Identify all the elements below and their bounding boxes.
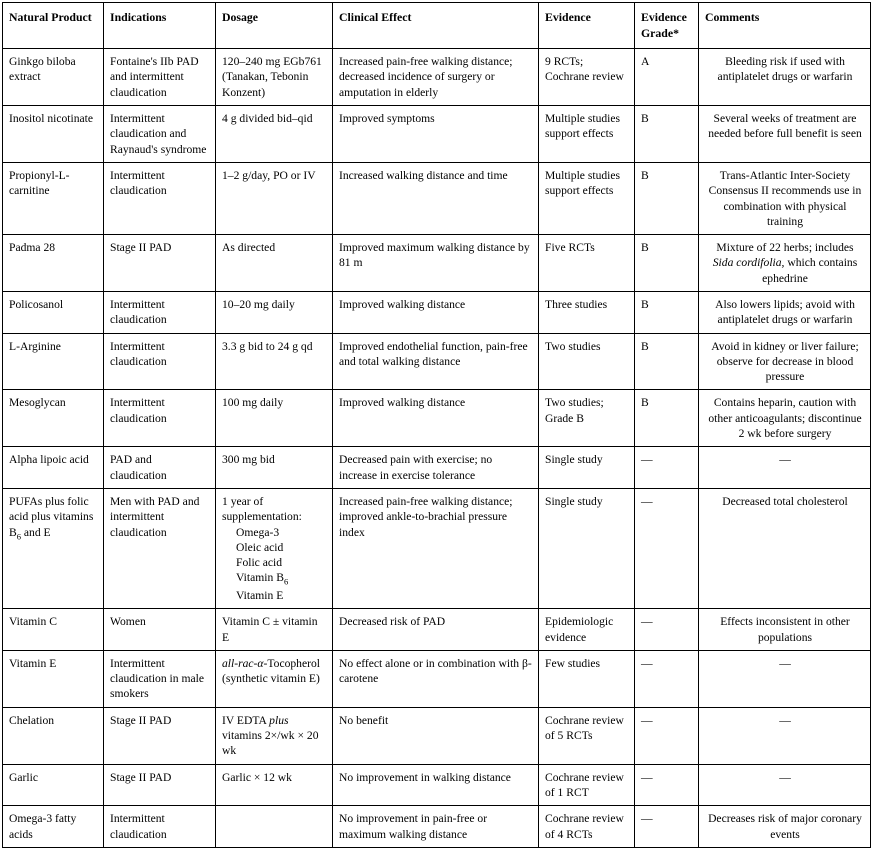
- cell-evidence: Cochrane review of 4 RCTs: [539, 806, 635, 848]
- cell-comments: Decreased total cholesterol: [699, 488, 871, 608]
- table-header-row: [3, 3, 871, 49]
- cell-dosage: 10–20 mg daily: [216, 291, 333, 333]
- cell-comments: —: [699, 447, 871, 489]
- cell-indications: Stage II PAD: [104, 707, 216, 764]
- natural-products-table: [2, 2, 871, 848]
- cell-dosage-line: Vitamin E: [236, 588, 284, 602]
- column-header-evidence: Evidence: [539, 3, 635, 49]
- cell-dosage: 100 mg daily: [216, 390, 333, 447]
- cell-evidence-grade: —: [635, 806, 699, 848]
- table-row: [3, 707, 871, 764]
- table-row: [3, 488, 871, 608]
- cell-natural-product: Omega-3 fatty acids: [3, 806, 104, 848]
- table-header: [3, 3, 871, 49]
- cell-indications: Stage II PAD: [104, 764, 216, 806]
- cell-natural-product: Vitamin E: [3, 650, 104, 707]
- cell-dosage: 4 g divided bid–qid: [216, 106, 333, 163]
- cell-evidence-grade: B: [635, 390, 699, 447]
- table-row: [3, 49, 871, 106]
- cell-comments: —: [699, 650, 871, 707]
- cell-indications: Intermittent claudication: [104, 162, 216, 234]
- cell-dosage-line: Folic acid: [236, 556, 283, 570]
- column-header-comments: Comments: [699, 3, 871, 49]
- cell-evidence-grade: —: [635, 650, 699, 707]
- cell-clinical-effect: Increased pain-free walking distance; decreased incidence of surgery or amputation in elderly: [333, 49, 539, 106]
- table-row: [3, 764, 871, 806]
- cell-natural-product: Propionyl-L-carnitine: [3, 162, 104, 234]
- cell-clinical-effect: Improved walking distance: [333, 291, 539, 333]
- cell-evidence: 9 RCTs; Cochrane review: [539, 49, 635, 106]
- cell-evidence-grade: B: [635, 162, 699, 234]
- cell-evidence-grade: —: [635, 488, 699, 608]
- cell-natural-product: Alpha lipoic acid: [3, 447, 104, 489]
- cell-clinical-effect: Improved maximum walking distance by 81 m: [333, 235, 539, 292]
- cell-dosage: 1–2 g/day, PO or IV: [216, 162, 333, 234]
- column-header-indications: Indications: [104, 3, 216, 49]
- cell-evidence: Multiple studies support effects: [539, 162, 635, 234]
- cell-natural-product: PUFAs plus folic acid plus vitamins $B_6$ and E: [3, 488, 104, 608]
- cell-indications: Intermittent claudication: [104, 333, 216, 390]
- cell-evidence-grade: A: [635, 49, 699, 106]
- cell-evidence: Two studies; Grade B: [539, 390, 635, 447]
- cell-dosage: As directed: [216, 235, 333, 292]
- cell-evidence: Three studies: [539, 291, 635, 333]
- cell-comments: —: [699, 764, 871, 806]
- cell-evidence: Epidemiologic evidence: [539, 609, 635, 651]
- cell-dosage: 300 mg bid: [216, 447, 333, 489]
- cell-comments: Bleeding risk if used with antiplatelet drugs or warfarin: [699, 49, 871, 106]
- cell-dosage: IV EDTA plus vitamins 2×/wk × 20 wk: [216, 707, 333, 764]
- cell-clinical-effect: Improved symptoms: [333, 106, 539, 163]
- cell-dosage-line: Oleic acid: [236, 540, 284, 554]
- cell-indications: Men with PAD and intermittent claudication: [104, 488, 216, 608]
- cell-clinical-effect: Increased pain-free walking distance; improved ankle-to-brachial pressure index: [333, 488, 539, 608]
- cell-indications: Fontaine's IIb PAD and intermittent claudication: [104, 49, 216, 106]
- cell-comments: Effects inconsistent in other populations: [699, 609, 871, 651]
- table-row: [3, 291, 871, 333]
- cell-indications: Intermittent claudication in male smokers: [104, 650, 216, 707]
- cell-dosage: Vitamin C ± vitamin E: [216, 609, 333, 651]
- cell-clinical-effect: No benefit: [333, 707, 539, 764]
- cell-comments: Contains heparin, caution with other anticoagulants; discontinue 2 wk before surgery: [699, 390, 871, 447]
- cell-clinical-effect: No improvement in pain-free or maximum walking distance: [333, 806, 539, 848]
- cell-dosage: all-rac-α-Tocopherol (synthetic vitamin E): [216, 650, 333, 707]
- cell-comments: Trans-Atlantic Inter-Society Consensus II recommends use in combination with physical training: [699, 162, 871, 234]
- cell-evidence-grade: —: [635, 447, 699, 489]
- cell-dosage-line: Vitamin $B_6$: [236, 571, 289, 587]
- cell-evidence-grade: B: [635, 291, 699, 333]
- table-row: [3, 447, 871, 489]
- cell-dosage: 120–240 mg EGb761 (Tanakan, Tebonin Konzent): [216, 49, 333, 106]
- cell-comments: Avoid in kidney or liver failure; observe for decrease in blood pressure: [699, 333, 871, 390]
- cell-evidence: Single study: [539, 488, 635, 608]
- cell-dosage: [216, 488, 333, 608]
- cell-natural-product: Policosanol: [3, 291, 104, 333]
- cell-evidence-grade: —: [635, 707, 699, 764]
- cell-evidence: Two studies: [539, 333, 635, 390]
- cell-evidence-grade: B: [635, 106, 699, 163]
- column-header-evidence-grade-line2: Grade*: [641, 25, 680, 40]
- cell-natural-product: Garlic: [3, 764, 104, 806]
- column-header-evidence-grade: [635, 3, 699, 49]
- cell-dosage-line: 1 year of: [222, 494, 264, 508]
- cell-evidence-grade: B: [635, 333, 699, 390]
- cell-clinical-effect: Improved walking distance: [333, 390, 539, 447]
- cell-clinical-effect: No effect alone or in combination with β-carotene: [333, 650, 539, 707]
- column-header-dosage: Dosage: [216, 3, 333, 49]
- cell-natural-product: Ginkgo biloba extract: [3, 49, 104, 106]
- table-row: [3, 106, 871, 163]
- cell-clinical-effect: Increased walking distance and time: [333, 162, 539, 234]
- column-header-clinical-effect: Clinical Effect: [333, 3, 539, 49]
- table-row: [3, 650, 871, 707]
- cell-clinical-effect: No improvement in walking distance: [333, 764, 539, 806]
- cell-natural-product: L-Arginine: [3, 333, 104, 390]
- cell-comments: Also lowers lipids; avoid with antiplatelet drugs or warfarin: [699, 291, 871, 333]
- table-row: [3, 235, 871, 292]
- cell-dosage: Garlic × 12 wk: [216, 764, 333, 806]
- cell-indications: Intermittent claudication: [104, 291, 216, 333]
- cell-clinical-effect: Decreased pain with exercise; no increase in exercise tolerance: [333, 447, 539, 489]
- cell-natural-product: Inositol nicotinate: [3, 106, 104, 163]
- cell-natural-product: Chelation: [3, 707, 104, 764]
- cell-dosage-line: supplementation:: [222, 510, 302, 524]
- cell-dosage: 3.3 g bid to 24 g qd: [216, 333, 333, 390]
- table-row: [3, 333, 871, 390]
- cell-indications: PAD and claudication: [104, 447, 216, 489]
- cell-indications: Intermittent claudication: [104, 390, 216, 447]
- cell-indications: Intermittent claudication: [104, 806, 216, 848]
- table-row: [3, 806, 871, 848]
- cell-evidence: Cochrane review of 5 RCTs: [539, 707, 635, 764]
- cell-dosage-line: Omega-3: [236, 525, 280, 539]
- cell-evidence: Single study: [539, 447, 635, 489]
- cell-natural-product: Mesoglycan: [3, 390, 104, 447]
- cell-evidence: Cochrane review of 1 RCT: [539, 764, 635, 806]
- cell-natural-product: Vitamin C: [3, 609, 104, 651]
- column-header-evidence-grade-line1: Evidence: [641, 10, 687, 24]
- cell-evidence-grade: —: [635, 609, 699, 651]
- cell-indications: Stage II PAD: [104, 235, 216, 292]
- column-header-natural-product: Natural Product: [3, 3, 104, 49]
- cell-natural-product: Padma 28: [3, 235, 104, 292]
- cell-comments: Mixture of 22 herbs; includes Sida cordifolia, which contains ephedrine: [699, 235, 871, 292]
- table-body: [3, 49, 871, 848]
- cell-clinical-effect: Decreased risk of PAD: [333, 609, 539, 651]
- cell-indications: Intermittent claudication and Raynaud's syndrome: [104, 106, 216, 163]
- cell-dosage: [216, 806, 333, 848]
- cell-comments: —: [699, 707, 871, 764]
- cell-evidence: Few studies: [539, 650, 635, 707]
- cell-clinical-effect: Improved endothelial function, pain-free and total walking distance: [333, 333, 539, 390]
- cell-comments: Several weeks of treatment are needed before full benefit is seen: [699, 106, 871, 163]
- table-row: [3, 609, 871, 651]
- cell-comments: Decreases risk of major coronary events: [699, 806, 871, 848]
- cell-evidence-grade: —: [635, 764, 699, 806]
- cell-evidence-grade: B: [635, 235, 699, 292]
- table-row: [3, 390, 871, 447]
- cell-indications: Women: [104, 609, 216, 651]
- cell-evidence: Five RCTs: [539, 235, 635, 292]
- table-row: [3, 162, 871, 234]
- cell-evidence: Multiple studies support effects: [539, 106, 635, 163]
